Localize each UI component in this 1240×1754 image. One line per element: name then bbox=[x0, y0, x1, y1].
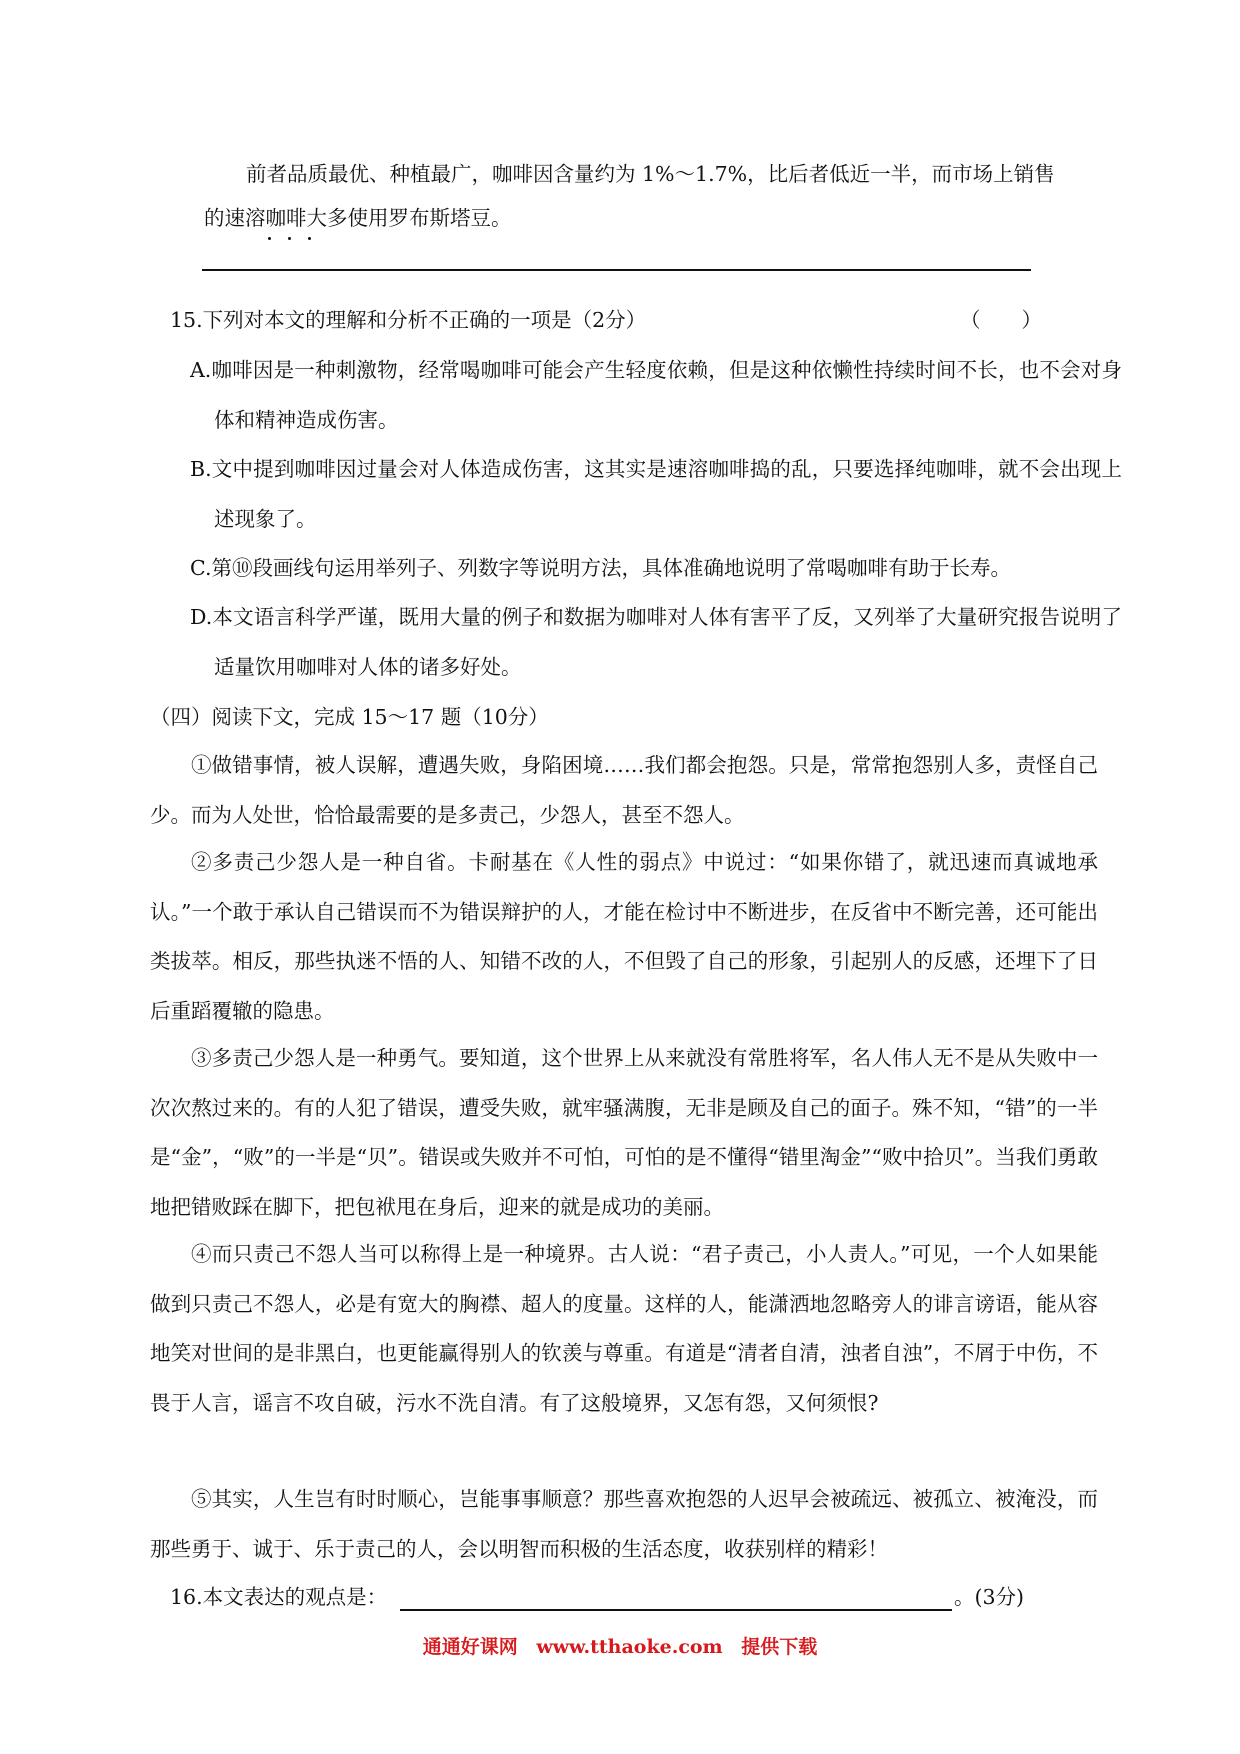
footer-note: 提供下载 bbox=[741, 1636, 818, 1658]
paragraph-3: ③多责己少怨人是一种勇气。要知道，这个世界上从来就没有常胜将军，名人伟人无不是从失败中一次次熬过来的。有的人犯了错误，遭受失败，就牢骚满腹，无非是顾及自己的面子。殊不知，“错”的一半是“金”，“败”的一半是“贝”。错误或失败并不可怕，可怕的是不懂得“错里淘金”“败中拾贝”。当我们勇敢地把错败踩在脚下，把包袱甩在身后，迎来的就是成功的美丽。 bbox=[150, 1046, 1098, 1219]
answer-line-16[interactable] bbox=[400, 1609, 952, 1611]
question-15-stem: 15.下列对本文的理解和分析不正确的一项是（2分） bbox=[170, 308, 647, 332]
emphasis-dot bbox=[308, 237, 311, 240]
emphasis-dot bbox=[288, 237, 291, 240]
option-d: D.本文语言科学严谨，既用大量的例子和数据为咖啡对人体有害平了反，又列举了大量研究报告说明了适量饮用咖啡对人体的诸多好处。 bbox=[190, 605, 1122, 679]
passage-line-1: 前者品质最优、种植最广，咖啡因含量约为 1%～1.7%，比后者低近一半，而市场上销售 bbox=[246, 162, 1055, 186]
emphasis-dot bbox=[268, 237, 271, 240]
passage-line-2: 的速溶咖啡大多使用罗布斯塔豆。 bbox=[204, 206, 512, 230]
paragraph-5: ⑤其实，人生岂有时时顺心，岂能事事顺意？那些喜欢抱怨的人迟早会被疏远、被孤立、被淹没，而那些勇于、诚于、乐于责己的人，会以明智而积极的生活态度，收获别样的精彩！ bbox=[150, 1487, 1098, 1561]
footer-site-name: 通通好课网 bbox=[422, 1636, 518, 1658]
question-16-stem: 16.本文表达的观点是： bbox=[170, 1585, 388, 1609]
answer-bracket-15: （ ） bbox=[960, 308, 1042, 332]
question-16-points: 。(3分) bbox=[954, 1585, 1025, 1609]
option-c: C.第⑩段画线句运用举列子、列数字等说明方法，具体准确地说明了常喝咖啡有助于长寿。 bbox=[190, 556, 1011, 580]
answer-line-14 bbox=[202, 269, 1031, 271]
option-b: B.文中提到咖啡因过量会对人体造成伤害，这其实是速溶咖啡捣的乱，只要选择纯咖啡，就不会出现上述现象了。 bbox=[190, 457, 1122, 531]
option-a: A.咖啡因是一种刺激物，经常喝咖啡可能会产生轻度依赖，但是这种依懒性持续时间不长，也不会对身体和精神造成伤害。 bbox=[190, 358, 1122, 432]
paragraph-1: ①做错事情，被人误解，遭遇失败，身陷困境……我们都会抱怨。只是，常常抱怨别人多，责怪自己少。而为人处世，恰恰最需要的是多责己，少怨人，甚至不怨人。 bbox=[150, 753, 1098, 827]
section-4-heading: （四）阅读下文，完成 15～17 题（10分） bbox=[150, 705, 549, 729]
footer-url[interactable]: www.tthaoke.com bbox=[536, 1636, 723, 1658]
paragraph-4: ④而只责己不怨人当可以称得上是一种境界。古人说：“君子责己，小人责人。”可见，一个人如果能做到只责己不怨人，必是有宽大的胸襟、超人的度量。这样的人，能潇洒地忽略旁人的诽言谤语，能从容地笑对世间的是非黑白，也更能赢得别人的钦羡与尊重。有道是“清者自清，浊者自浊”，不屑于中伤，不畏于人言，谣言不攻自破，污水不洗自清。有了这般境界，又怎有怨，又何须恨? bbox=[150, 1242, 1098, 1415]
paragraph-2: ②多责己少怨人是一种自省。卡耐基在《人性的弱点》中说过：“如果你错了，就迅速而真诚地承认。”一个敢于承认自己错误而不为错误辩护的人，才能在检讨中不断进步，在反省中不断完善，还可能出类拔萃。相反，那些执迷不悟的人、知错不改的人，不但毁了自己的形象，引起别人的反感，还埋下了日后重蹈覆辙的隐患。 bbox=[150, 850, 1098, 1023]
footer-watermark bbox=[0, 1632, 1240, 1659]
